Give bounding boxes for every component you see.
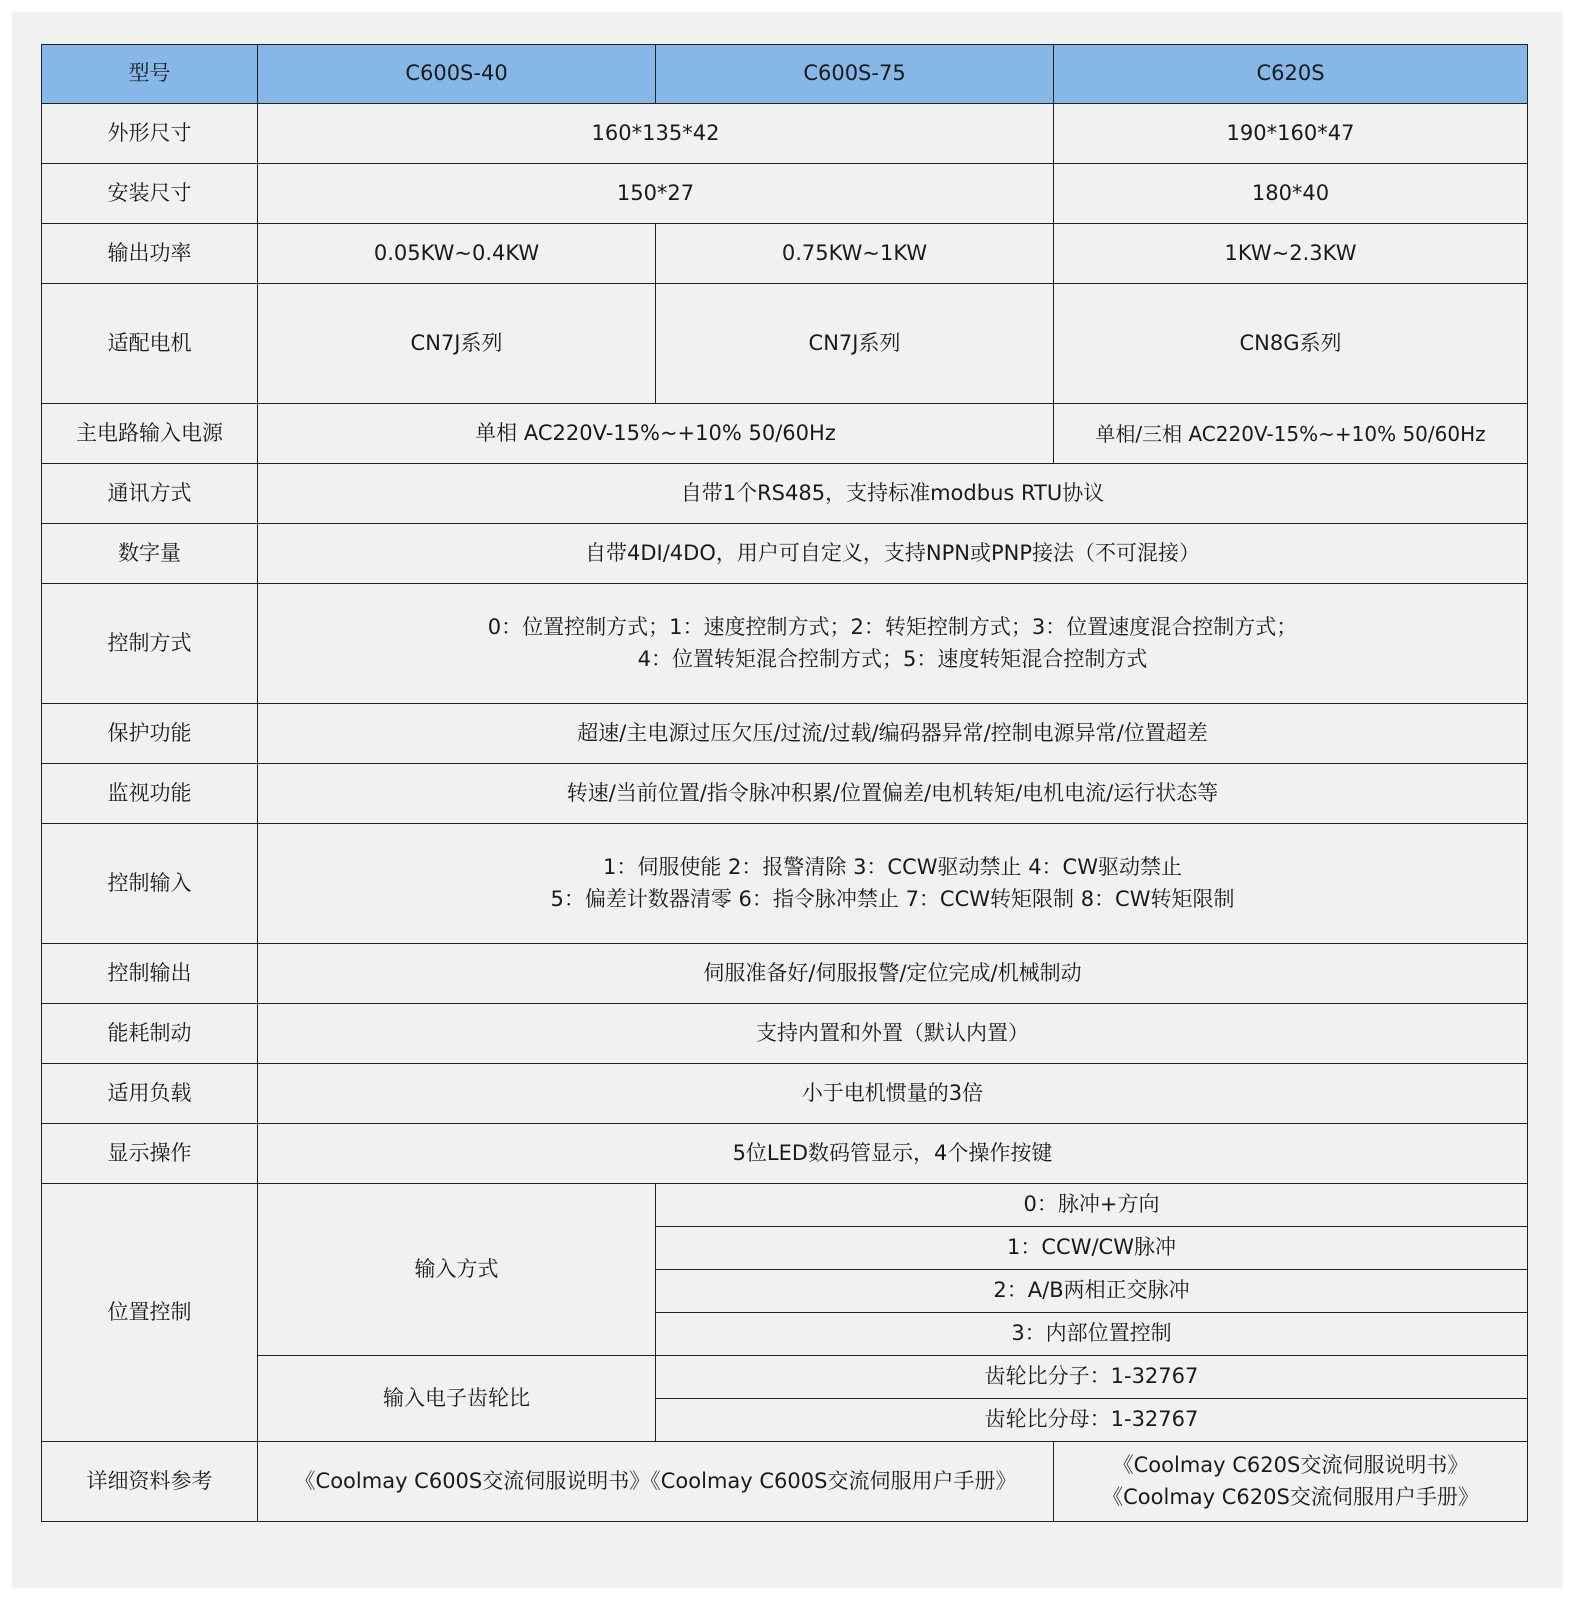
cell-c620s: 190*160*47 [1054,104,1528,164]
cell-c620s: 单相/三相 AC220V-15%~+10% 50/60Hz [1054,404,1528,464]
row-position-mode-0 [42,1184,1528,1227]
text-line: 5：偏差计数器清零 6：指令脉冲禁止 7：CCW转矩限制 8：CW转矩限制 [550,886,1235,911]
gear-item: 齿轮比分子：1-32767 [656,1356,1528,1399]
cell-value: 自带4DI/4DO，用户可自定义，支持NPN或PNP接法（不可混接） [258,524,1528,584]
cell-value: 自带1个RS485，支持标准modbus RTU协议 [258,464,1528,524]
row-dimensions [42,104,1528,164]
input-mode-label: 输入方式 [258,1184,656,1356]
row-label: 输出功率 [42,224,258,284]
input-mode-item: 1：CCW/CW脉冲 [656,1227,1528,1270]
row-motor [42,284,1528,404]
spec-table [41,44,1528,1522]
row-digital [42,524,1528,584]
row-label: 保护功能 [42,704,258,764]
text-line: 《Coolmay C620S交流伺服用户手册》 [1102,1484,1479,1509]
row-gear-numerator [42,1356,1528,1399]
row-control-mode [42,584,1528,704]
row-label: 详细资料参考 [42,1442,258,1522]
row-label: 适配电机 [42,284,258,404]
cell-value: 小于电机惯量的3倍 [258,1064,1528,1124]
row-label: 数字量 [42,524,258,584]
cell-c600s: 160*135*42 [258,104,1054,164]
text-line: 0：位置控制方式；1：速度控制方式；2：转矩控制方式；3：位置速度混合控制方式； [487,615,1298,639]
row-control-output [42,944,1528,1004]
row-power [42,224,1528,284]
text-line: 4：位置转矩混合控制方式；5：速度转矩混合控制方式 [637,646,1148,671]
header-c620s: C620S [1054,45,1528,104]
cell-value: 5位LED数码管显示，4个操作按键 [258,1124,1528,1184]
input-mode-item: 0：脉冲+方向 [656,1184,1528,1227]
cell-value: 转速/当前位置/指令脉冲积累/位置偏差/电机转矩/电机电流/运行状态等 [258,764,1528,824]
row-label: 适用负载 [42,1064,258,1124]
row-label: 外形尺寸 [42,104,258,164]
gear-item: 齿轮比分母：1-32767 [656,1399,1528,1442]
header-c600s-75: C600S-75 [656,45,1054,104]
cell-value [258,824,1528,944]
header-model: 型号 [42,45,258,104]
row-label: 主电路输入电源 [42,404,258,464]
row-label: 位置控制 [42,1184,258,1442]
row-label: 控制方式 [42,584,258,704]
cell-c600s-75: 0.75KW~1KW [656,224,1054,284]
cell-c600s-40: 0.05KW~0.4KW [258,224,656,284]
text-line: 1：伺服使能 2：报警清除 3：CCW驱动禁止 4：CW驱动禁止 [603,855,1182,879]
row-protection [42,704,1528,764]
row-label: 控制输出 [42,944,258,1004]
cell-c600s: 单相 AC220V-15%~+10% 50/60Hz [258,404,1054,464]
row-label: 控制输入 [42,824,258,944]
row-control-input [42,824,1528,944]
header-c600s-40: C600S-40 [258,45,656,104]
gear-label: 输入电子齿轮比 [258,1356,656,1442]
row-supply [42,404,1528,464]
row-mounting [42,164,1528,224]
cell-c620s [1054,1442,1528,1522]
cell-c600s: 《Coolmay C600S交流伺服说明书》《Coolmay C600S交流伺服用户手册》 [258,1442,1054,1522]
row-monitor [42,764,1528,824]
row-braking [42,1004,1528,1064]
cell-c600s: 150*27 [258,164,1054,224]
row-label: 监视功能 [42,764,258,824]
row-reference [42,1442,1528,1522]
text-line: 《Coolmay C620S交流伺服说明书》 [1112,1453,1469,1477]
cell-c620s: CN8G系列 [1054,284,1528,404]
cell-value: 伺服准备好/伺服报警/定位完成/机械制动 [258,944,1528,1004]
cell-value [258,584,1528,704]
cell-c620s: 1KW~2.3KW [1054,224,1528,284]
cell-c600s-75: CN7J系列 [656,284,1054,404]
input-mode-item: 2：A/B两相正交脉冲 [656,1270,1528,1313]
header-row [42,45,1528,104]
cell-value: 支持内置和外置（默认内置） [258,1004,1528,1064]
input-mode-item: 3：内部位置控制 [656,1313,1528,1356]
row-label: 通讯方式 [42,464,258,524]
cell-c620s: 180*40 [1054,164,1528,224]
row-load [42,1064,1528,1124]
row-display [42,1124,1528,1184]
cell-value: 超速/主电源过压欠压/过流/过载/编码器异常/控制电源异常/位置超差 [258,704,1528,764]
row-label: 能耗制动 [42,1004,258,1064]
row-label: 显示操作 [42,1124,258,1184]
row-comm [42,464,1528,524]
row-label: 安装尺寸 [42,164,258,224]
cell-c600s-40: CN7J系列 [258,284,656,404]
